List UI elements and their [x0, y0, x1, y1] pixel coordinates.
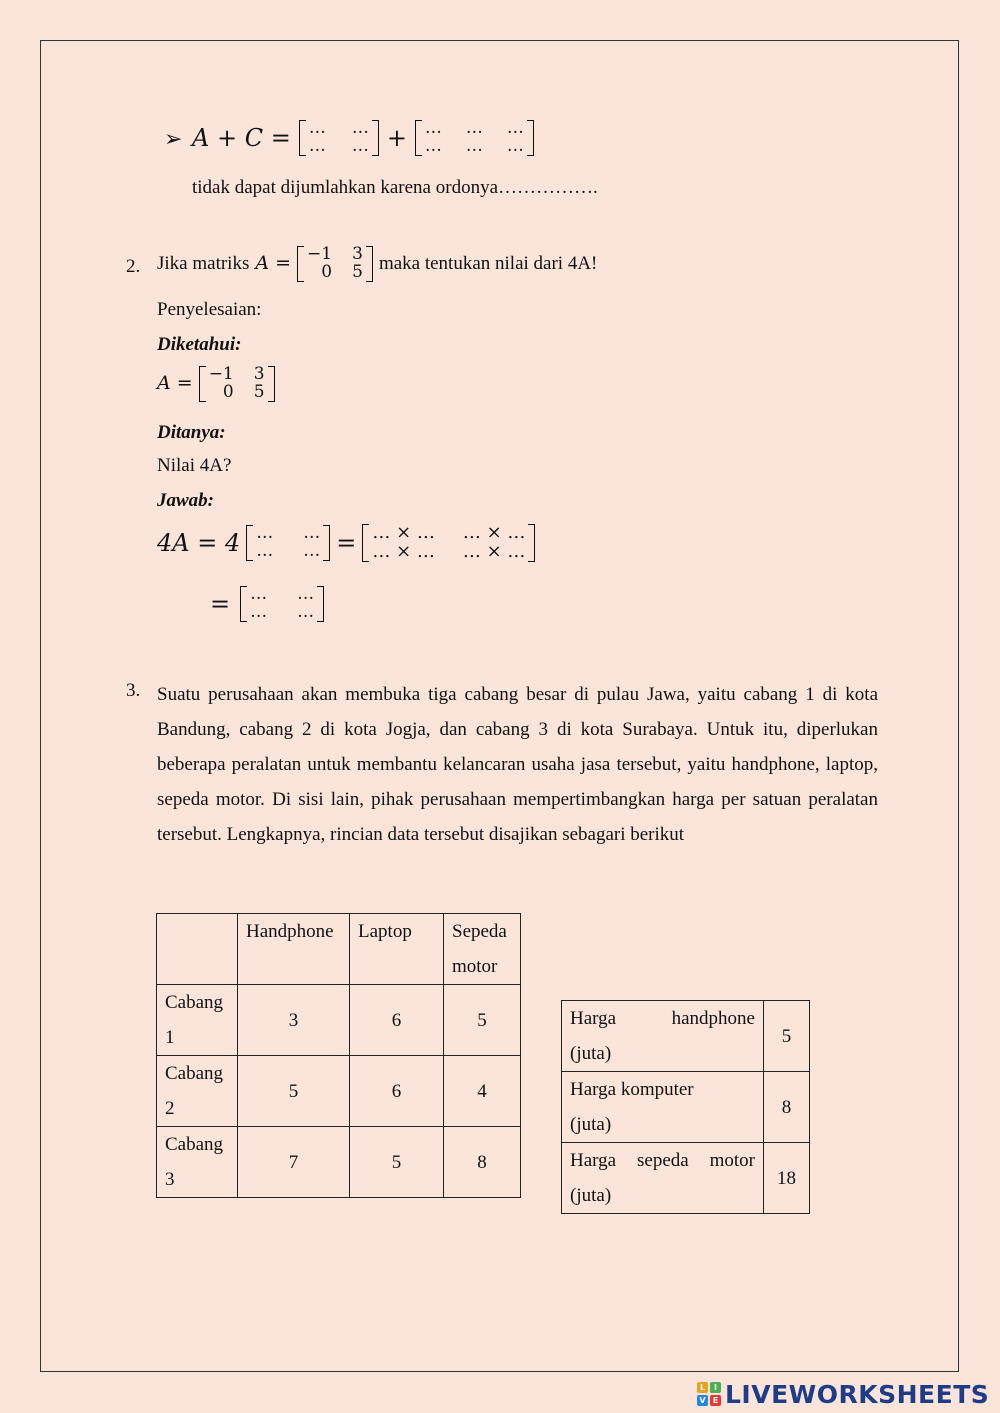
logo-text: LIVEWORKSHEETS	[725, 1379, 990, 1409]
logo-letter: I	[710, 1382, 721, 1393]
matrix-result	[240, 586, 324, 622]
blank-cell[interactable]: … × …	[462, 522, 526, 543]
logo-letter: E	[710, 1395, 721, 1406]
blank-cell[interactable]: …	[465, 118, 483, 138]
equals-sign: =	[210, 589, 231, 618]
blank-cell[interactable]: …	[424, 118, 442, 138]
blank-cell[interactable]: … × …	[372, 522, 435, 543]
sum-expression	[192, 120, 534, 156]
blank-cell[interactable]: …	[424, 135, 442, 156]
matrix-blank-a2	[246, 525, 330, 561]
liveworksheets-logo	[697, 1380, 989, 1408]
expr-lhs: A + C =	[192, 123, 291, 152]
price-label-text: Harga	[570, 1008, 617, 1029]
ditanya-heading: Ditanya:	[157, 422, 226, 443]
price-label-text: Harga komputer	[570, 1079, 694, 1100]
price-value: 5	[764, 1001, 810, 1072]
matrix-cell: 5	[352, 261, 363, 282]
blank-cell[interactable]: …	[303, 540, 321, 561]
table-cell: 6	[350, 1056, 444, 1127]
table-row	[157, 1127, 521, 1198]
header-cell	[157, 914, 238, 985]
question-3-paragraph: Suatu perusahaan akan membuka tiga cabang besar di pulau Jawa, yaitu cabang 1 di kota Bandung, cabang 2 di kota Jogja, dan cabang 3 di kota Surabaya. Untuk itu, diperlukan beberapa peralatan untuk membantu kelancaran usaha jasa tersebut, yaitu handphone, laptop, sepeda motor. Di sisi lain, pihak perusahaan mempertimbangkan harga per satuan peralatan tersebut. Lengkapnya, rincian data tersebut disajikan sebagari berikut	[157, 684, 878, 845]
diketahui-heading: Diketahui:	[157, 334, 242, 355]
price-table	[561, 1000, 810, 1214]
question-2-text	[157, 246, 597, 282]
matrix-cell: 3	[352, 244, 363, 264]
jawab-line-2	[210, 586, 324, 622]
matrix-cell: 0	[321, 261, 333, 282]
blank-cell[interactable]: …	[506, 118, 524, 138]
price-value: 18	[764, 1143, 810, 1214]
matrix-a	[297, 246, 373, 282]
question-3-number: 3.	[126, 680, 141, 701]
matrix-name: A =	[157, 372, 193, 395]
blank-cell[interactable]: …	[506, 135, 524, 156]
equipment-table	[156, 913, 521, 1198]
price-unit: (juta)	[570, 1185, 612, 1206]
price-label-text: Harga sepeda motor	[570, 1150, 755, 1171]
table-cell: 5	[350, 1127, 444, 1198]
price-label-text: handphone	[671, 1008, 755, 1029]
price-row	[562, 1143, 810, 1214]
logo-letter: V	[697, 1395, 708, 1406]
blank-cell[interactable]: …	[465, 135, 483, 156]
table-row	[157, 1056, 521, 1127]
logo-letter: L	[697, 1382, 708, 1393]
jawab-line-1	[157, 524, 535, 562]
matrix-times	[362, 524, 535, 562]
blank-cell[interactable]: …	[351, 135, 369, 156]
table-cell: 4	[444, 1056, 521, 1127]
bullet-arrow-icon: ➢	[164, 126, 183, 151]
price-unit: (juta)	[570, 1114, 612, 1135]
blank-cell[interactable]: …	[308, 135, 326, 156]
q2-prefix: Jika matriks	[157, 253, 250, 275]
table-cell: 8	[444, 1127, 521, 1198]
blank-cell[interactable]: …	[250, 584, 268, 604]
blank-cell[interactable]: … × …	[462, 540, 526, 562]
jawab-heading: Jawab:	[157, 490, 214, 511]
blank-cell[interactable]: …	[297, 584, 315, 604]
header-cell: Laptop	[350, 914, 444, 985]
price-label	[562, 1143, 764, 1214]
price-row	[562, 1072, 810, 1143]
known-matrix	[157, 366, 275, 402]
table-cell: 6	[350, 985, 444, 1056]
penyelesaian-label: Penyelesaian:	[157, 299, 262, 320]
logo-mark-icon	[697, 1382, 721, 1406]
blank-cell[interactable]: … × …	[372, 540, 435, 562]
price-value: 8	[764, 1072, 810, 1143]
matrix-cell: −1	[307, 244, 333, 264]
matrix-cell: 5	[253, 381, 265, 402]
blank-cell[interactable]: …	[256, 540, 274, 561]
price-row	[562, 1001, 810, 1072]
blank-cell[interactable]: …	[308, 118, 326, 138]
matrix-cell: 0	[222, 381, 234, 402]
expr-4a: 4A = 4	[157, 528, 241, 557]
question-2-number: 2.	[126, 256, 141, 277]
table-cell: 7	[238, 1127, 350, 1198]
header-cell: Handphone	[238, 914, 350, 985]
price-label	[562, 1001, 764, 1072]
blank-cell[interactable]: …	[250, 601, 268, 622]
table-cell: 5	[444, 985, 521, 1056]
blank-cell[interactable]: …	[303, 523, 321, 544]
price-unit: (juta)	[570, 1043, 612, 1064]
equals-sign: =	[336, 528, 357, 557]
row-label: Cabang 3	[157, 1127, 238, 1198]
table-header-row	[157, 914, 521, 985]
matrix-a-known	[199, 366, 275, 402]
price-label	[562, 1072, 764, 1143]
matrix-cell: −1	[208, 364, 234, 384]
q2-suffix: maka tentukan nilai dari 4A!	[378, 253, 598, 275]
blank-cell[interactable]: …	[351, 118, 369, 138]
order-note: tidak dapat dijumlahkan karena ordonya…………….	[192, 177, 598, 198]
table-row	[157, 985, 521, 1056]
header-cell: Sepeda motor	[444, 914, 521, 985]
plus-sign: +	[386, 123, 407, 152]
row-label: Cabang 2	[157, 1056, 238, 1127]
matrix-blank-c	[415, 120, 534, 156]
row-label: Cabang 1	[157, 985, 238, 1056]
blank-cell[interactable]: …	[256, 523, 274, 544]
table-cell: 3	[238, 985, 350, 1056]
ditanya-text: Nilai 4A?	[157, 455, 232, 476]
matrix-blank-a	[299, 120, 379, 156]
matrix-name: A =	[255, 252, 292, 275]
table-cell: 5	[238, 1056, 350, 1127]
matrix-cell: 3	[253, 364, 265, 384]
blank-cell[interactable]: …	[297, 601, 315, 622]
